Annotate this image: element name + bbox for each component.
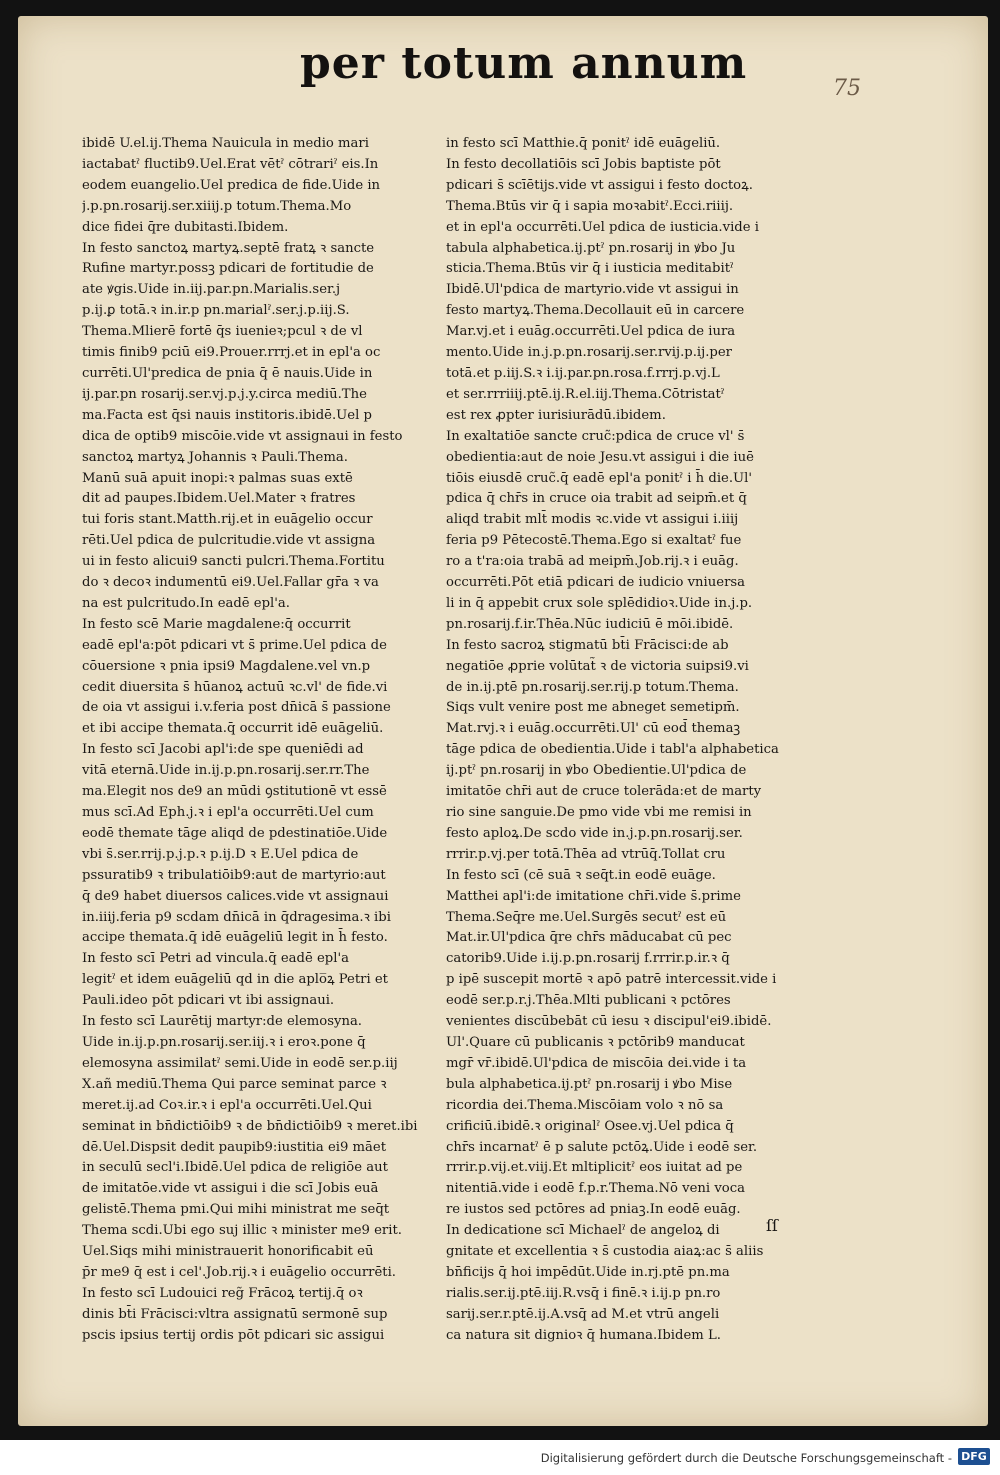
text-line: rrrir.p.vj.per totā.Thēa ad vtrūq̄.Tollat cru [446,846,726,862]
text-line: currēti.Ul'predica de pnia q̄ ē nauis.Uide in [82,365,373,381]
text-line: In dedicatione scī Michaelˀ de angeloꝝ di [446,1223,720,1239]
text-line: de in.ij.ptē pn.rosarij.ser.rij.p totum.Thema. [446,679,739,695]
text-line: In festo scē Marie magdalene:q̄ occurrit [82,616,351,632]
text-line: ro a t'ra:oia trabā ad meipm̄.Job.rij.ꝛ i euāg. [446,554,739,570]
text-line: Uel.Siqs mihi ministrauerit honorificabit eū [82,1244,374,1260]
text-line: tui foris stant.Matth.rij.et in euāgelio occur [82,512,373,528]
text-line: legitˀ et idem euāgeliū qd in die aplo̅ꝝ Petri et [82,972,388,988]
running-head: per totum annum [300,38,748,89]
text-line: ui in festo alicui9 sancti pulcri.Thema.Fortitu [82,554,385,570]
text-line: ca natura sit dignioꝛ q̄ humana.Ibidem L. [446,1327,721,1343]
text-line: totā.et p.iij.S.ꝛ i.ij.par.pn.rosa.f.rrrj.p.vj.L [446,365,720,381]
text-line: pssuratib9 ꝛ tribulatiōib9:aut de martyrio:aut [82,867,386,883]
text-line: sanctoꝝ martyꝝ Johannis ꝛ Pauli.Thema. [82,449,348,465]
text-line: pn.rosarij.f.ir.Thēa.Nūc iudiciū ē mōi.ibidē. [446,616,734,632]
text-line: In festo scī Ludouici reg̃ Frācoꝝ tertij.q̄ oꝛ [82,1285,363,1301]
text-line: In festo decollatiōis scī Jobis baptiste pōt [446,156,721,172]
text-line: Manū suā apuit inopi:ꝛ palmas suas extē [82,470,353,486]
text-line: eadē epl'a:pōt pdicari vt s̄ prime.Uel pdica de [82,637,387,653]
text-line: et ser.rrriiij.ptē.ij.R.el.iij.Thema.Cōtristatˀ [446,386,725,402]
text-line: in.iiij.feria p9 scdam dn̄icā in q̄dragesima.ꝛ ibi [82,909,391,925]
text-line: ma.Facta est q̄si nauis institoris.ibidē.Uel p [82,407,372,423]
text-line: In festo scī Jacobi apl'i:de spe queniēdi ad [82,742,364,758]
text-line: obedientia:aut de noie Jesu.vt assigui i die iuē [446,449,754,465]
catchword: ſſ [766,1216,778,1235]
text-line: bn̄ficijs q̄ hoi impēdūt.Uide in.rj.ptē pn.ma [446,1264,730,1280]
text-line: in seculū secl'i.Ibidē.Uel pdica de religiōe aut [82,1160,388,1176]
text-line: dit ad paupes.Ibidem.Uel.Mater ꝛ fratres [82,491,356,507]
text-line: In exaltatiōe sancte cruc̃:pdica de cruce vl' s̄ [446,428,745,444]
text-line: Uide in.ij.p.pn.rosarij.ser.iij.ꝛ i eroꝛ.pone q̄ [82,1034,366,1050]
text-line: Thema.Mlierē fortē q̄s iuenieꝛ;pcul ꝛ de vl [82,324,363,340]
text-line: iactabatˀ fluctib9.Uel.Erat vētˀ cōtrariˀ eis.In [82,156,379,172]
text-line: festo aploꝝ.De scdo vide in.j.p.pn.rosarij.ser. [446,825,743,841]
text-line: Rufine martyr.possꝫ pdicari de fortitudie de [82,261,374,277]
dfg-credit-text: Digitalisierung gefördert durch die Deutsche Forschungsgemeinschaft - [540,1451,952,1465]
text-line: In festo sanctoꝝ martyꝝ.septē fratꝝ ꝛ sancte [82,240,375,256]
text-line: vitā eternā.Uide in.ij.p.pn.rosarij.ser.rr.The [82,763,370,779]
text-line: de oia vt assigui i.v.feria post dn̄icā s̄ passione [82,700,391,716]
text-line: gnitate et excellentia ꝛ s̄ custodia aiaꝝ:ac s̄ aliis [446,1244,764,1260]
text-line: aliqd trabit mlt̄ modis ꝛc.vide vt assigui i.iiij [446,512,739,528]
text-line: Ibidē.Ul'pdica de martyrio.vide vt assigui in [446,282,739,298]
text-line: In festo scī Petri ad vincula.q̄ eadē epl'a [82,951,349,967]
text-line: pscis ipsius tertij ordis pōt pdicari sic assigui [82,1327,385,1343]
text-line: elemosyna assimilatˀ semi.Uide in eodē ser.p.iij [82,1055,398,1071]
text-line: ibidē U.el.ij.Thema Nauicula in medio mari [82,136,369,151]
text-line: sarij.ser.r.ptē.ij.A.vsq̄ ad M.et vtrū angeli [446,1306,720,1322]
text-line: eodē themate tāge aliqd de pdestinatiōe.Uide [82,825,388,841]
text-line: pdica q̄ chr̄s in cruce oia trabit ad seipm̄.et q̄ [446,491,747,507]
text-line: dice fidei q̄re dubitasti.Ibidem. [82,219,289,235]
text-line: chr̄s incarnatˀ ē p salute pctōꝝ.Uide i eodē ser. [446,1139,758,1155]
text-line: In festo scī (cē suā ꝛ seq̄t.in eodē euāge. [446,867,716,883]
dfg-logo: DFG [958,1448,990,1465]
text-line: ij.ptˀ pn.rosarij in ꝟbo Obedientie.Ul'pdica de [446,763,747,779]
text-line: j.p.pn.rosarij.ser.xiiij.p totum.Thema.Mo [82,198,352,214]
text-line: festo martyꝝ.Thema.Decollauit eū in carcere [446,303,745,319]
text-line: dinis bt̄i Frācisci:vltra assignatū sermonē sup [82,1306,388,1322]
text-line: Ul'.Quare cū publicanis ꝛ pctōrib9 manducat [446,1034,745,1050]
text-line: li in q̄ appebit crux sole splēdidioꝛ.Uide in.j.p. [446,595,753,611]
text-line: gelistē.Thema pmi.Qui mihi ministrat me seq̄t [82,1202,390,1218]
text-column-left [82,134,442,1347]
text-line: venientes discūbebāt cū iesu ꝛ discipul'ei9.ibidē. [446,1014,772,1030]
text-line: eodē ser.p.r.j.Thēa.Mlti publicani ꝛ pctōres [446,993,731,1009]
text-line: Pauli.ideo pōt pdicari vt ibi assignaui. [82,993,335,1009]
text-line: cōuersione ꝛ pnia ipsi9 Magdalene.vel vn.p [82,658,371,674]
text-line: timis finib9 pciū ei9.Prouer.rrrj.et in epl'a oc [82,345,381,361]
text-line: occurrēti.Pōt etiā pdicari de iudicio vniuersa [446,575,746,591]
text-line: na est pulcritudo.In eadē epl'a. [82,595,290,611]
text-line: X.añ mediū.Thema Qui parce seminat parce ꝛ [82,1076,387,1092]
text-line: Thema scdi.Ubi ego suj illic ꝛ minister me9 erit. [82,1223,402,1239]
folio-number: 75 [833,76,861,101]
text-line: Thema.Seq̄re me.Uel.Surgēs secutˀ est eū [446,909,727,925]
text-line: Mar.vj.et i euāg.occurrēti.Uel pdica de iura [446,324,736,340]
text-line: q̄ de9 habet diuersos calices.vide vt assignaui [82,888,389,904]
text-line: rēti.Uel pdica de pulcritudie.vide vt assigna [82,533,376,549]
text-line: re iustos sed pctōres ad pniaꝫ.In eodē euāg. [446,1202,741,1218]
text-line: dē.Uel.Dispsit dedit paupib9:iustitia ei9 māet [82,1139,387,1155]
text-line: do ꝛ decoꝛ indumentū ei9.Uel.Fallar gr̄a ꝛ va [82,575,379,591]
text-line: In festo sacroꝝ stigmatū bt̄i Frācisci:de ab [446,637,729,653]
text-line: feria p9 Pētecostē.Thema.Ego si exaltatˀ fue [446,533,742,549]
text-line: nitentiā.vide i eodē f.p.r.Thema.Nō veni voca [446,1181,745,1197]
text-line: seminat in bn̄dictiōib9 ꝛ de bn̄dictiōib9 ꝛ meret.ibi [82,1118,418,1134]
text-line: Mat.rvj.ꝛ i euāg.occurrēti.Ul' cū eod̄ themaꝫ [446,721,741,737]
text-line: rialis.ser.ij.ptē.iij.R.vsq̄ i finē.ꝛ i.ij.p pn.ro [446,1285,721,1301]
text-line: ate ꝟgis.Uide in.iij.par.pn.Marialis.ser.j [82,282,341,298]
text-line: p.ij.ꝑ totā.ꝛ in.ir.p pn.marialˀ.ser.j.p.iij.S. [82,303,350,319]
text-line: tāge pdica de obedientia.Uide i tabl'a alphabetica [446,742,779,758]
text-line: tiōis eiusdē cruc̃.q̄ eadē epl'a ponitˀ i h̄ die.Ul' [446,470,752,486]
text-line: In festo scī Laurētij martyr:de elemosyna. [82,1014,363,1030]
text-line: rrrir.p.vij.et.viij.Et mltiplicitˀ eos iuitat ad pe [446,1160,743,1176]
text-line: p̄r me9 q̄ est i cel'.Job.rij.ꝛ i euāgelio occurrēti. [82,1264,396,1280]
text-line: imitatōe chr̄i aut de cruce tolerāda:et de marty [446,784,762,800]
text-line: est rex ꝓpter iurisiurādū.ibidem. [446,407,666,423]
text-line: Matthei apl'i:de imitatione chr̄i.vide s̄.prime [446,888,741,904]
text-line: ij.par.pn rosarij.ser.vj.p.j.y.circa mediū.The [82,386,367,402]
text-line: in festo scī Matthie.q̄ ponitˀ idē euāgeliū. [446,136,721,151]
book-page [18,16,988,1426]
text-line: tabula alphabetica.ij.ptˀ pn.rosarij in ꝟbo Ju [446,240,736,256]
text-line: Siqs vult venire post me abneget semetipm̄. [446,700,740,716]
text-line: sticia.Thema.Btūs vir q̄ i iusticia meditabitˀ [446,261,734,277]
text-line: eodem euangelio.Uel predica de fide.Uide in [82,177,381,193]
text-line: rio sine sanguie.De pmo vide vbi me remisi in [446,805,752,820]
text-line: catorib9.Uide i.ij.p.pn.rosarij f.rrrir.p.ir.ꝛ q̄ [446,951,730,967]
text-line: de imitatōe.vide vt assigui i die scī Jobis euā [82,1181,379,1197]
text-line: ricordia dei.Thema.Miscōiam volo ꝛ nō sa [446,1097,724,1113]
text-line: mus scī.Ad Eph.j.ꝛ i epl'a occurrēti.Uel cum [82,805,374,820]
text-line: meret.ij.ad Coꝛ.ir.ꝛ i epl'a occurrēti.Uel.Qui [82,1097,372,1113]
text-line: Mat.ir.Ul'pdica q̄re chr̄s māducabat cū pec [446,930,732,946]
text-line: accipe themata.q̄ idē euāgeliū legit in h̄ festo. [82,930,388,946]
text-line: ma.Elegit nos de9 an mūdi ꝯstitutionē vt essē [82,784,387,800]
text-line: dica de optib9 miscōie.vide vt assignaui in festo [82,428,403,444]
text-column-right [446,134,788,1347]
text-line: crificiū.ibidē.ꝛ originalˀ Osee.vj.Uel pdica q̄ [446,1118,734,1134]
text-line: et in epl'a occurrēti.Uel pdica de iusticia.vide i [446,219,759,235]
text-line: cedit diuersita s̄ hūanoꝝ actuū ꝛc.vl' de fide.vi [82,679,388,695]
text-line: mento.Uide in.j.p.pn.rosarij.ser.rvij.p.ij.per [446,345,732,361]
text-line: vbi s̄.ser.rrij.p.j.p.ꝛ p.ij.D ꝛ E.Uel pdica de [82,846,359,862]
text-line: mgr̄ vr̄.ibidē.Ul'pdica de miscōia dei.vide i ta [446,1055,747,1071]
text-line: pdicari s̄ scīētijs.vide vt assigui i festo doctoꝝ. [446,177,753,193]
text-line: et ibi accipe themata.q̄ occurrit idē euāgeliū. [82,721,384,737]
text-line: negatiōe ꝓprie volūtat̃ ꝛ de victoria suipsi9.vi [446,658,749,674]
text-line: p ipē suscepit mortē ꝛ apō patrē intercessit.vide i [446,972,777,988]
text-line: Thema.Btūs vir q̄ i sapia moꝛabitˀ.Ecci.riiij. [446,198,734,214]
text-line: bula alphabetica.ij.ptˀ pn.rosarij i ꝟbo Mise [446,1076,733,1092]
